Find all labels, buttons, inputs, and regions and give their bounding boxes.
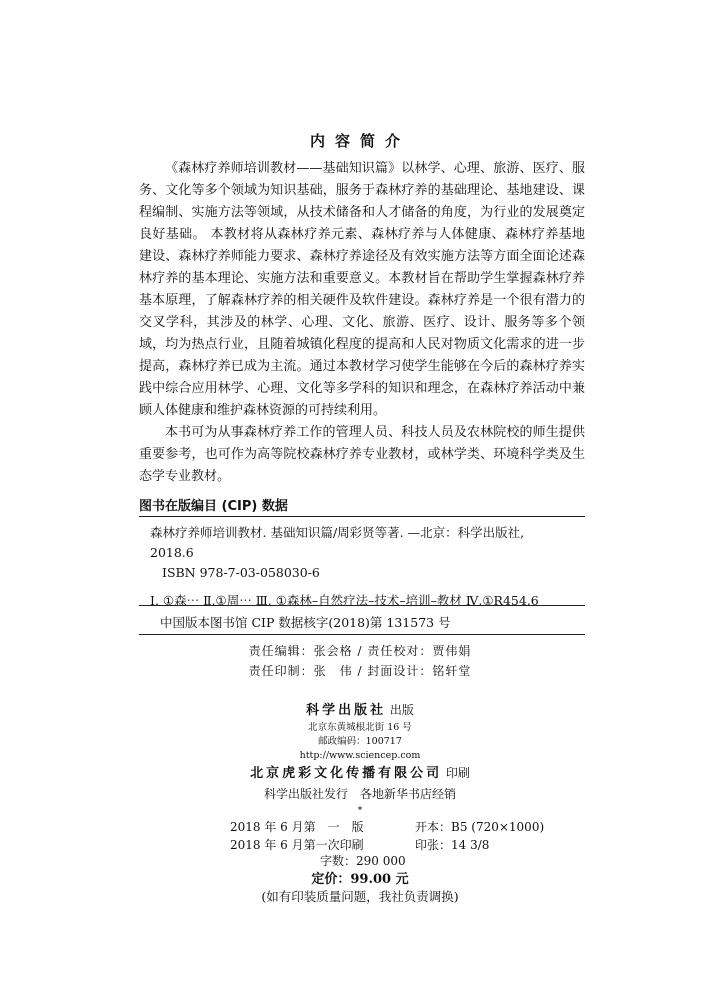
publisher-suffix: 出版 <box>389 703 414 717</box>
separator-asterisk: * <box>357 805 363 816</box>
spec-word-count: 字数：290 000 <box>320 854 406 868</box>
price: 定价：99.00 元 <box>311 872 409 887</box>
credits-production: 责任印制：张 伟 / 封面设计：铭轩堂 <box>248 664 472 678</box>
cip-record <box>150 523 582 611</box>
cip-record-number: 中国版本图书馆 CIP 数据核字(2018)第 131573 号 <box>160 615 451 630</box>
distribution-line: 科学出版社发行 各地新华书店经销 <box>263 787 456 801</box>
cip-top-rule <box>139 516 585 517</box>
publisher-postcode: 邮政编码：100717 <box>318 736 402 747</box>
imprint-block <box>0 700 720 818</box>
cip-middle-rule <box>139 605 585 606</box>
cip-title-line: 森林疗养师培训教材. 基础知识篇/周彩贤等著. —北京：科学出版社, <box>150 525 525 540</box>
publisher-address: 北京东黄城根北街 16 号 <box>308 722 412 733</box>
cip-year: 2018.6 <box>150 545 194 560</box>
printer-line <box>0 763 720 784</box>
spec-printing: 2018 年 6 月第一次印刷 <box>230 838 364 852</box>
exchange-note: (如有印装质量问题，我社负责调换) <box>261 889 459 904</box>
spec-row-edition <box>230 818 545 835</box>
printer-suffix: 印刷 <box>445 766 470 780</box>
cip-heading: 图书在版编目 (CIP) 数据 <box>139 499 288 514</box>
spec-row-printing <box>230 836 490 853</box>
printer-name: 北京虎彩文化传播有限公司 <box>250 766 443 781</box>
spec-edition: 2018 年 6 月第 一 版 <box>230 820 364 834</box>
cip-isbn: ISBN 978-7-03-058030-6 <box>162 565 320 580</box>
summary-section <box>139 158 585 488</box>
publisher-line <box>0 700 720 721</box>
spec-format: 开本：B5 (720×1000) <box>415 820 545 834</box>
spec-sheets: 印张：14 3/8 <box>415 838 490 852</box>
credits-editors: 责任编辑：张会格 / 责任校对：贾伟娟 <box>248 644 472 658</box>
cip-classification: Ⅰ. ①森⋯ Ⅱ.①周⋯ Ⅲ. ①森林–自然疗法–技术–培训–教材 Ⅳ.①R454.6 <box>150 593 539 608</box>
page-title: 内容简介 <box>309 132 410 150</box>
summary-paragraph-1: 《森林疗养师培训教材——基础知识篇》以林学、心理、旅游、医疗、服务、文化等多个领域为知识基础，服务于森林疗养的基础理论、基地建设、课程编制、实施方法等领域，从技术储备和人才储备的角度，为行业的发展奠定良好基础。 本教材将从森林疗养元素、森林疗养与人体健康、森林疗养基地建设、森林疗养师能力要求、森林疗养途径及有效实施方法等方面全面论述森林疗养的基本理论、实施方法和重要意义。本教材旨在帮助学生掌握森林疗养基本原理，了解森林疗养的相关硬件及软件建设。森林疗养是一个很有潜力的交叉学科，其涉及的林学、心理、文化、旅游、医疗、设计、服务等多个领域，均为热点行业，且随着城镇化程度的提高和人民对物质文化需求的进一步提高，森林疗养已成为主流。通过本教材学习使学生能够在今后的森林疗养实践中综合应用林学、心理、文化等多学科的知识和理念，在森林疗养活动中兼顾人体健康和维护森林资源的可持续利用。 <box>139 161 585 418</box>
publisher-website: http://www.sciencep.com <box>299 750 421 761</box>
publisher-name: 科学出版社 <box>306 703 387 718</box>
summary-paragraph-2: 本书可为从事森林疗养工作的管理人员、科技人员及农林院校的师生提供重要参考，也可作为高等院校森林疗养专业教材，或林学类、环境科学类及生态学专业教材。 <box>139 425 585 484</box>
cip-bottom-rule <box>139 634 585 635</box>
